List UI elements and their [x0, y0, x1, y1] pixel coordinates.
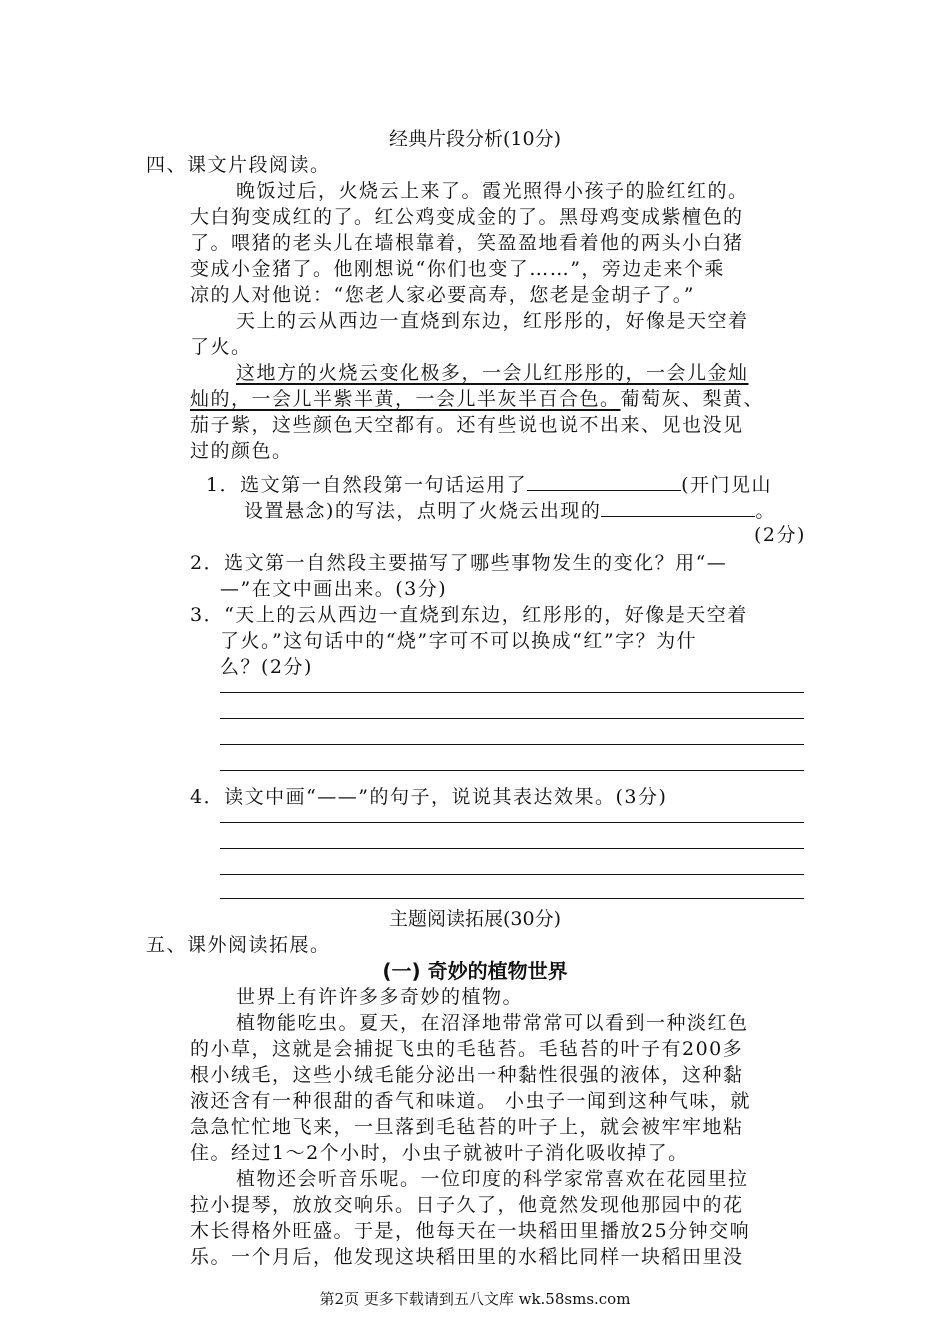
passage-line: 过的颜色。 [190, 440, 293, 462]
question-1-text: 设置悬念)的写法，点明了火烧云出现的 [244, 500, 602, 522]
article-line: 植物能吃虫。夏天，在沼泽地带常常可以看到一种淡红色 [236, 1012, 749, 1034]
answer-line[interactable] [220, 822, 804, 823]
passage-line: 晚饭过后，火烧云上来了。霞光照得小孩子的脸红红的。 [236, 180, 749, 202]
answer-line[interactable] [220, 770, 804, 771]
passage-line: 茄子紫，这些颜色天空都有。还有些说也说不出来、见也没见 [190, 414, 744, 436]
article-line: 急急忙忙地飞来，一旦落到毛毡苔的叶子上，就会被牢牢地粘 [190, 1116, 744, 1138]
question-1-text: 1．选文第一自然段第一句话运用了 [206, 474, 528, 496]
answer-blank[interactable] [527, 470, 681, 491]
passage-line [190, 386, 764, 412]
article-line: 木长得格外旺盛。于是，他每天在一块稻田里播放25分钟交响 [190, 1220, 751, 1242]
passage-line: 大白狗变成红的了。红公鸡变成金的了。黑母鸡变成紫檀色的 [190, 206, 744, 228]
answer-line[interactable] [220, 692, 804, 693]
question-1 [206, 470, 772, 498]
section-title-classic: 经典片段分析(10分) [388, 128, 561, 150]
answer-line[interactable] [220, 848, 804, 849]
page-footer: 第2页 更多下载请到五八文库 wk.58sms.com [319, 1290, 631, 1308]
underlined-sentence: 这地方的火烧云变化极多，一会儿红彤彤的，一会儿金灿 [236, 362, 749, 384]
answer-line[interactable] [220, 898, 804, 899]
question-3-cont: 了火。”这句话中的“烧”字可不可以换成“红”字？为什 [220, 630, 698, 652]
passage-line: 凉的人对他说：“您老人家必要高寿，您老是金胡子了。” [190, 284, 695, 306]
underlined-sentence: 灿的，一会儿半紫半黄，一会儿半灰半百合色。 [190, 388, 621, 410]
passage-line: 了火。 [190, 336, 252, 358]
article-line: 的小草，这就是会捕捉飞虫的毛毡苔。毛毡苔的叶子有200多 [190, 1038, 744, 1060]
answer-blank[interactable] [601, 496, 755, 517]
passage-line: 变成小金猪了。他刚想说“你们也变了……”，旁边走来个乘 [190, 258, 725, 280]
question-1-text: 。 [755, 500, 776, 522]
answer-line[interactable] [220, 874, 804, 875]
question-3: 3．“天上的云从西边一直烧到东边，红彤彤的，好像是天空着 [190, 604, 748, 626]
question-1-text: (开门见山 [681, 474, 773, 496]
question-1-cont [244, 496, 776, 524]
answer-line[interactable] [220, 744, 804, 745]
question-2: 2．选文第一自然段主要描写了哪些事物发生的变化？用“— [190, 552, 728, 574]
passage-text: 葡萄灰、梨黄、 [620, 388, 765, 410]
passage-line: 天上的云从西边一直烧到东边，红彤彤的，好像是天空着 [236, 310, 749, 332]
article-line: 住。经过1～2个小时，小虫子就被叶子消化吸收掉了。 [190, 1142, 689, 1164]
question-4: 4．读文中画“——”的句子，说说其表达效果。(3分) [190, 786, 668, 808]
question-2-cont: —”在文中画出来。(3分) [220, 578, 448, 600]
article-line: 乐。一个月后，他发现这块稻田里的水稻比同样一块稻田里没 [190, 1246, 744, 1268]
article-line: 拉小提琴，放放交响乐。日子久了，他竟然发现他那园中的花 [190, 1194, 744, 1216]
article-line: 植物还会听音乐呢。一位印度的科学家常喜欢在花园里拉 [236, 1168, 749, 1190]
question-3-cont: 么？(2分) [220, 656, 313, 678]
article-title: (一) 奇妙的植物世界 [382, 959, 568, 983]
answer-line[interactable] [220, 718, 804, 719]
passage-line: 了。喂猪的老头儿在墙根靠着，笑盈盈地看着他的两头小白猪 [190, 232, 744, 254]
section-heading-four: 四、课文片段阅读。 [146, 154, 331, 176]
section-heading-five: 五、课外阅读拓展。 [146, 934, 331, 956]
article-line: 液还含有一种很甜的香气和味道。 小虫子一闻到这种气味，就 [190, 1090, 752, 1112]
score-label: (2分) [754, 524, 806, 546]
article-line: 根小绒毛，这些小绒毛能分泌出一种黏性很强的液体，这种黏 [190, 1064, 744, 1086]
article-line: 世界上有许许多多奇妙的植物。 [236, 986, 524, 1008]
section-title-theme: 主题阅读拓展(30分) [388, 908, 561, 930]
